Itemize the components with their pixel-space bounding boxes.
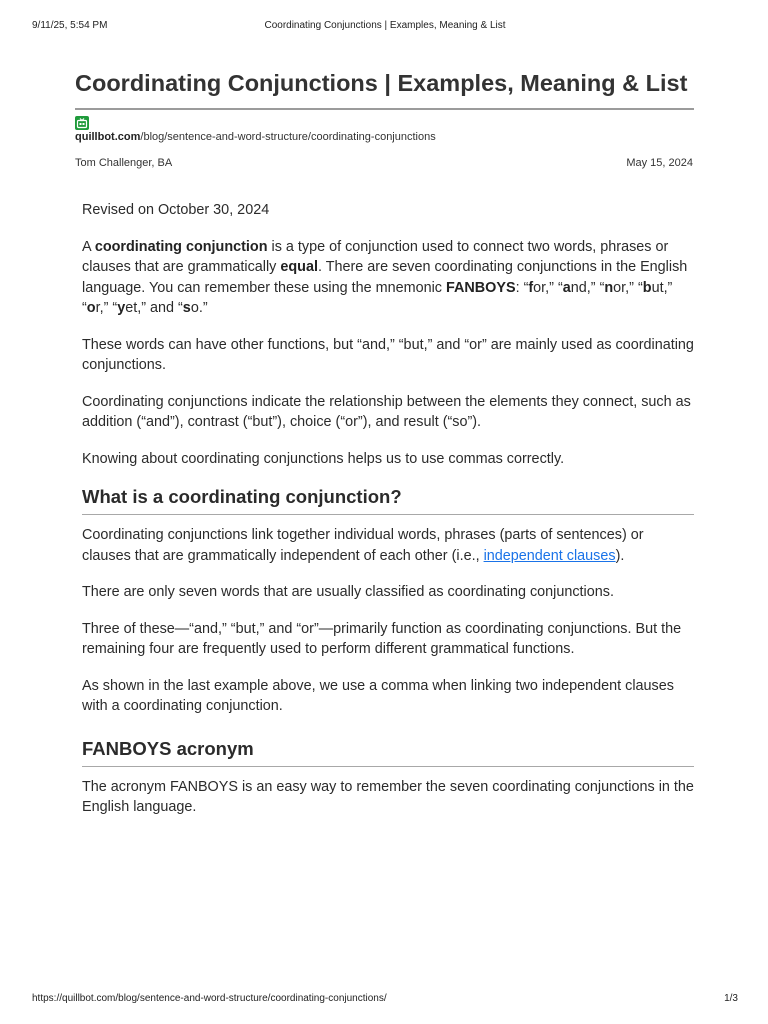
print-header	[32, 20, 738, 34]
paragraph-commas: Knowing about coordinating conjunctions helps us to use commas correctly.	[82, 450, 565, 467]
author-name: Tom Challenger, BA	[75, 157, 173, 169]
term-coordinating-conjunction: coordinating conjunction	[94, 238, 268, 255]
section-heading-what-is: What is a coordinating conjunction?	[82, 485, 694, 515]
print-footer	[32, 993, 738, 1007]
term-fanboys: FANBOYS	[446, 279, 516, 296]
paragraph-comma-usage: As shown in the last example above, we use a comma when linking two independent clauses with a coordinating conjunction.	[82, 677, 674, 714]
source-domain[interactable]: quillbot.com	[75, 131, 141, 143]
paragraph-other-functions: These words can have other functions, but “and,” “but,” and “or” are mainly used as coordinating conjunctions.	[82, 336, 694, 373]
intro-paragraph: A coordinating conjunction is a type of conjunction used to connect two words, phrases or clauses that are grammatically equal. There are seven coordinating conjunctions in the English language. You can remember these using the mnemonic FANBOYS: “for,” “and,” “nor,” “but,” “or,” “yet,” and “so.”	[82, 238, 688, 316]
term-equal: equal	[280, 259, 318, 275]
independent-clauses-link[interactable]: independent clauses	[483, 547, 616, 564]
paragraph-three-of-these: Three of these—“and,” “but,” and “or”—primarily function as coordinating conjunctions. But the remaining four are frequently used to perform different grammatical functions.	[82, 620, 682, 657]
page-title: Coordinating Conjunctions | Examples, Meaning & List	[75, 70, 688, 96]
publish-date: May 15, 2024	[626, 157, 693, 169]
paragraph-seven-words: There are only seven words that are usually classified as coordinating conjunctions.	[82, 584, 614, 600]
page-number: 1/3	[724, 993, 738, 1004]
paragraph-link-together: Coordinating conjunctions link together individual words, phrases (parts of sentences) or clauses that are grammatically independent of each other (i.e., independent clauses).	[82, 527, 644, 564]
article-body	[82, 200, 694, 834]
quillbot-logo-icon	[75, 116, 89, 130]
revised-date: Revised on October 30, 2024	[82, 202, 270, 218]
print-doc-title: Coordinating Conjunctions | Examples, Meaning & List	[264, 20, 506, 31]
paragraph-fanboys-acronym: The acronym FANBOYS is an easy way to remember the seven coordinating conjunctions in the English language.	[82, 778, 694, 815]
print-datetime: 9/11/25, 5:54 PM	[32, 20, 108, 31]
section-heading-fanboys: FANBOYS acronym	[82, 737, 694, 767]
print-footer-url: https://quillbot.com/blog/sentence-and-word-structure/coordinating-conjunctions/	[32, 993, 387, 1004]
paragraph-relationship: Coordinating conjunctions indicate the relationship between the elements they connect, such as addition (“and”), contrast (“but”), choice (“or”), and result (“so”).	[82, 393, 691, 430]
source-url[interactable]	[75, 131, 436, 143]
source-path[interactable]: /blog/sentence-and-word-structure/coordinating-conjunctions	[140, 131, 436, 143]
title-divider	[75, 108, 694, 110]
